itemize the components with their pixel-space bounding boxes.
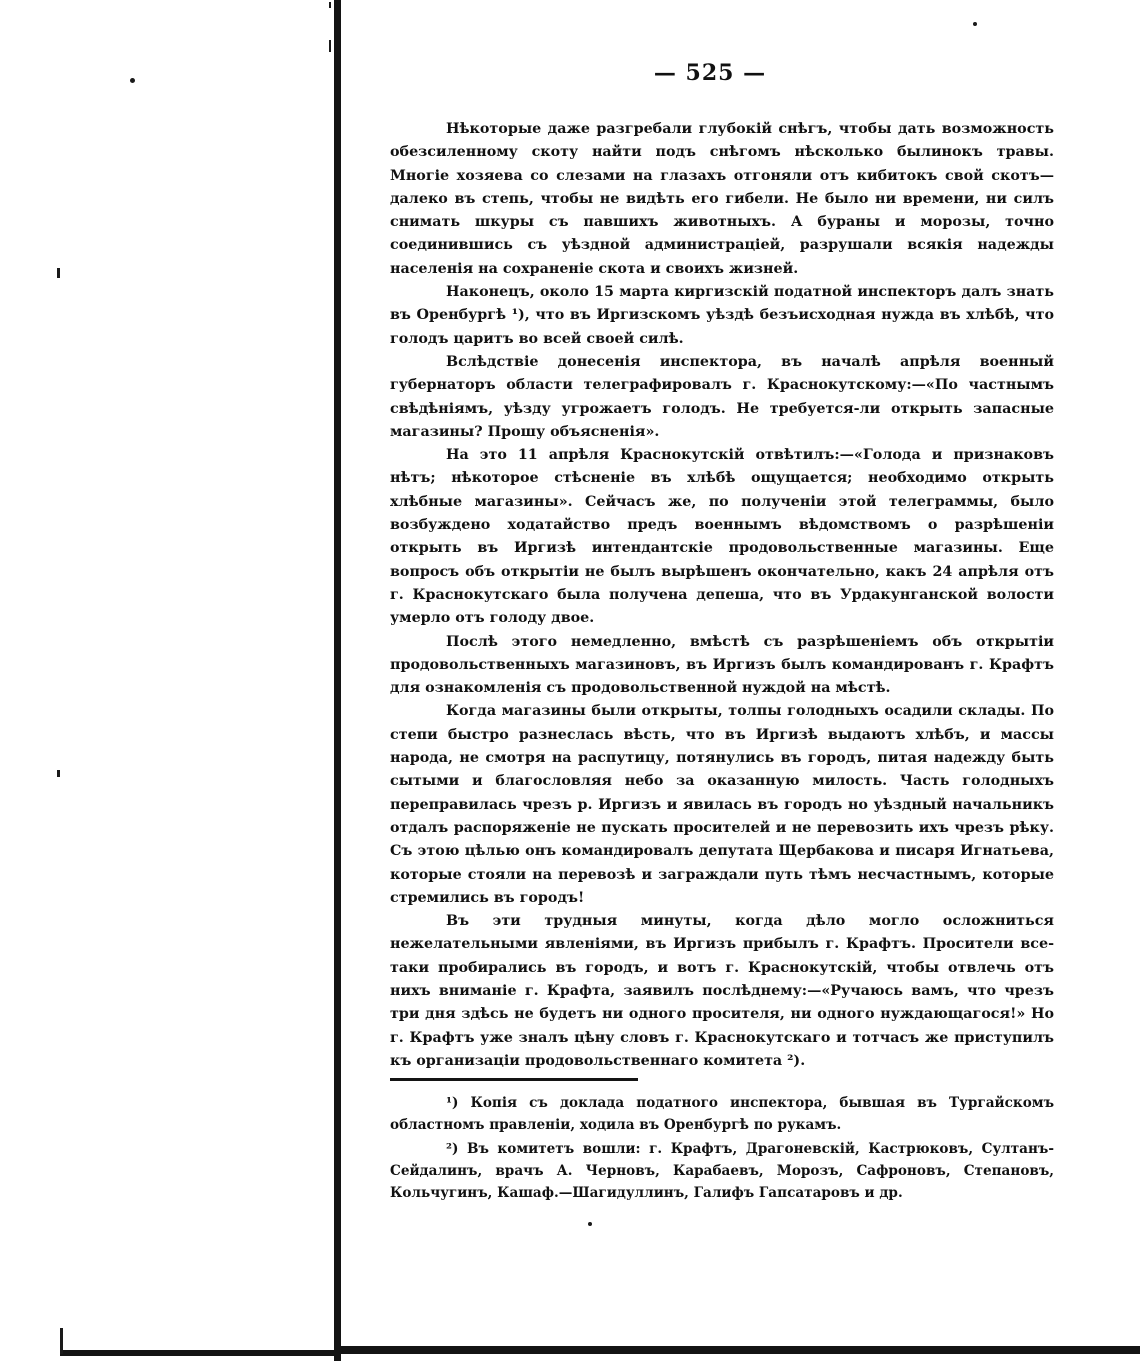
paragraph: Вслѣдствіе донесенія инспектора, въ началѣ апрѣля военный губернаторъ области телеграфировалъ г. Краснокутскому:—«По частнымъ свѣдѣніямъ, уѣзду угрожаетъ голодъ. Не требуется-ли открыть запасные магазины? Прошу объясненія». bbox=[390, 353, 1054, 440]
left-bottom-rule-stub bbox=[60, 1328, 63, 1354]
scan-speck bbox=[588, 1222, 592, 1226]
scan-speck bbox=[130, 78, 135, 83]
body-text bbox=[390, 118, 1054, 1073]
footnote-separator bbox=[390, 1078, 638, 1081]
paragraph: Нѣкоторые даже разгребали глубокій снѣгъ, чтобы дать возможность обезсиленному скоту найти подъ снѣгомъ нѣсколько былинокъ травы. Многіе хозяева со слезами на глазахъ отгоняли отъ кибитокъ свой скотъ—далеко въ степь, чтобы не видѣть его гибели. Не было ни времени, ни силъ снимать шкуры съ павшихъ животныхъ. А бураны и морозы, точно соединившись съ уѣздной администраціей, разрушали всякія надежды населенія на сохраненіе скота и своихъ жизней. bbox=[390, 121, 1054, 277]
footnote: ²) Въ комитетъ вошли: г. Крафтъ, Драгоневскій, Кастрюковъ, Султанъ-Сейдалинъ, врачъ А. Черновъ, Карабаевъ, Морозъ, Сафроновъ, Степановъ, Кольчугинъ, Кашаф.—Шагидуллинъ, Галифъ Гапсатаровъ и др. bbox=[390, 1141, 1054, 1201]
scan-speck bbox=[57, 268, 60, 278]
scan-speck bbox=[973, 22, 977, 26]
scan-speck bbox=[329, 2, 331, 8]
paragraph: Послѣ этого немедленно, вмѣстѣ съ разрѣшеніемъ объ открытіи продовольственныхъ магазиновъ, въ Иргизъ былъ командированъ г. Крафтъ для ознакомленія съ продовольственной нуждой на мѣстѣ. bbox=[390, 633, 1054, 697]
page-number: — 525 — bbox=[653, 60, 767, 86]
paragraph: Въ эти трудныя минуты, когда дѣло могло осложниться нежелательными явленіями, въ Иргизъ прибылъ г. Крафтъ. Просители все-таки пробирались въ городъ, и вотъ г. Краснокутскій, чтобы отвлечь отъ нихъ вниманіе г. Крафта, заявилъ послѣднему:—«Ручаюсь вамъ, что чрезъ три дня здѣсь не будетъ ни одного просителя, ни одного нуждающагося!» Но г. Крафтъ уже зналъ цѣну словъ г. Краснокутскаго и тотчасъ же приступилъ къ организаціи продовольственнаго комитета ²). bbox=[390, 913, 1054, 1069]
paragraph: Когда магазины были открыты, толпы голодныхъ осадили склады. По степи быстро разнеслась вѣсть, что въ Иргизѣ выдаютъ хлѣбъ, и массы народа, не смотря на распутицу, потянулись въ городъ, питая надежду быть сытыми и благословляя небо за оказанную милость. Часть голодныхъ переправилась чрезъ р. Иргизъ и явилась въ городъ но уѣздный начальникъ отдалъ распоряженіе не пускать просителей и не перевозить ихъ чрезъ рѣку. Съ этою цѣлью онъ командировалъ депутата Щербакова и писаря Игнатьева, которые стояли на перевозѣ и заграждали путь тѣмъ несчастнымъ, которые стремились въ городъ! bbox=[390, 703, 1054, 906]
footnotes bbox=[390, 1092, 1054, 1204]
left-bottom-rule bbox=[60, 1350, 340, 1356]
scan-speck bbox=[329, 40, 331, 52]
bottom-edge-rule bbox=[334, 1346, 1140, 1354]
paragraph: Наконецъ, около 15 марта киргизскій податной инспекторъ далъ знать въ Оренбургѣ ¹), что въ Иргизскомъ уѣздѣ безъисходная нужда въ хлѣбѣ, что голодъ царитъ во всей своей силѣ. bbox=[390, 284, 1054, 347]
scan-speck bbox=[57, 770, 60, 777]
paragraph: На это 11 апрѣля Краснокутскій отвѣтилъ:—«Голода и признаковъ нѣтъ; нѣкоторое стѣсненіе въ хлѣбѣ ощущается; необходимо открыть хлѣбные магазины». Сейчасъ же, по полученіи этой телеграммы, было возбуждено ходатайство предъ военнымъ вѣдомствомъ о разрѣшеніи открыть въ Иргизѣ интендантскіе продовольственные магазины. Еще вопросъ объ открытіи не былъ вырѣшенъ окончательно, какъ 24 апрѣля отъ г. Краснокутскаго была получена депеша, что въ Урдакунганской волости умерло отъ голоду двое. bbox=[390, 447, 1054, 627]
binding-rule bbox=[334, 0, 341, 1361]
footnote: ¹) Копія съ доклада податного инспектора, бывшая въ Тургайскомъ областномъ правленіи, ходила въ Оренбургѣ по рукамъ. bbox=[390, 1095, 1054, 1133]
